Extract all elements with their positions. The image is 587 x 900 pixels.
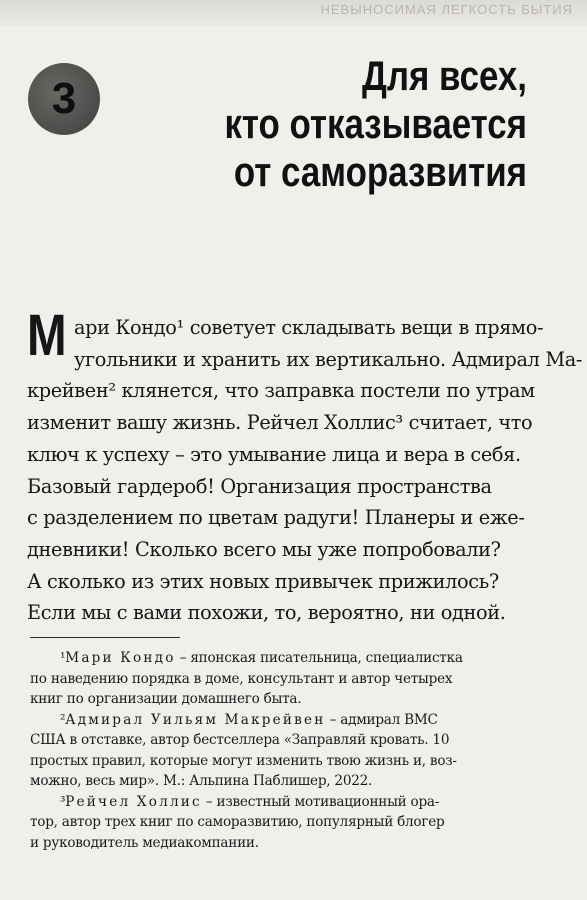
footnote-text: – известный мотивационный ора- [201, 793, 440, 810]
footnote-text: простых правил, которые могут изменить твою жизнь и, воз- [30, 752, 457, 769]
body-line: А сколько из этих новых привычек прижилось? [27, 569, 499, 593]
footnote-divider [30, 637, 180, 638]
footnote-text: книг по организации домашнего быта. [30, 691, 302, 707]
footnote-text: можно, весь мир». М.: Альпина Паблишер, 2022. [30, 773, 373, 789]
footnote-text: – японская писательница, специалистка [175, 650, 463, 666]
body-line: ключ к успеху – это умывание лица и вера в себя. [27, 442, 521, 466]
chapter-title-line: от саморазвития [233, 148, 528, 195]
body-line: изменит вашу жизнь. Рейчел Холлис³ считает, что [27, 411, 533, 435]
body-line: угольники и хранить их вертикально. Адмирал Ма- [74, 347, 583, 371]
footnote-name: Мари Кондо [65, 650, 176, 666]
body-line: Если мы с вами похожи, то, вероятно, ни одной. [27, 601, 506, 625]
body-line: дневники! Сколько всего мы уже попробовали? [27, 537, 501, 561]
drop-cap: М [27, 303, 67, 368]
footnote-marker: ¹ [60, 650, 66, 666]
footnote-name: Адмирал Уильям Макрейвен [65, 711, 326, 728]
running-head: НЕВЫНОСИМАЯ ЛЕГКОСТЬ БЫТИЯ [320, 2, 573, 17]
body-line: Базовый гардероб! Организация пространства [27, 474, 492, 498]
chapter-title-line: кто отказывается [224, 100, 527, 147]
footnote-marker: ³ [60, 793, 66, 810]
chapter-number-badge [28, 63, 100, 135]
footnote-2 [30, 710, 530, 792]
footnotes [30, 648, 530, 853]
footnote-text: – адмирал ВМС [325, 711, 438, 728]
chapter-title [212, 52, 527, 196]
page-top-strip [0, 0, 587, 26]
footnote-text: и руководитель медиакомпании. [30, 834, 259, 851]
footnote-text: тор, автор трех книг по саморазвитию, популярный блогер [30, 814, 445, 830]
chapter-title-line: Для всех, [362, 52, 527, 99]
footnote-text: США в отставке, автор бестселлера «Заправляй кровать. 10 [30, 732, 450, 748]
footnote-name: Рейчел Холлис [65, 793, 202, 810]
footnote-1 [30, 648, 530, 710]
footnote-3 [30, 792, 530, 854]
chapter-number: 3 [51, 74, 77, 123]
footnote-marker: ² [60, 711, 66, 728]
body-text [27, 303, 583, 629]
footnote-text: по наведению порядка в доме, консультант и автор четырех [30, 670, 453, 687]
body-line: с разделением по цветам радуги! Планеры и еже- [27, 506, 525, 530]
body-line: ари Кондо¹ советует складывать вещи в прямо- [74, 316, 544, 339]
body-line: крейвен² клянется, что заправка постели по утрам [27, 379, 535, 403]
